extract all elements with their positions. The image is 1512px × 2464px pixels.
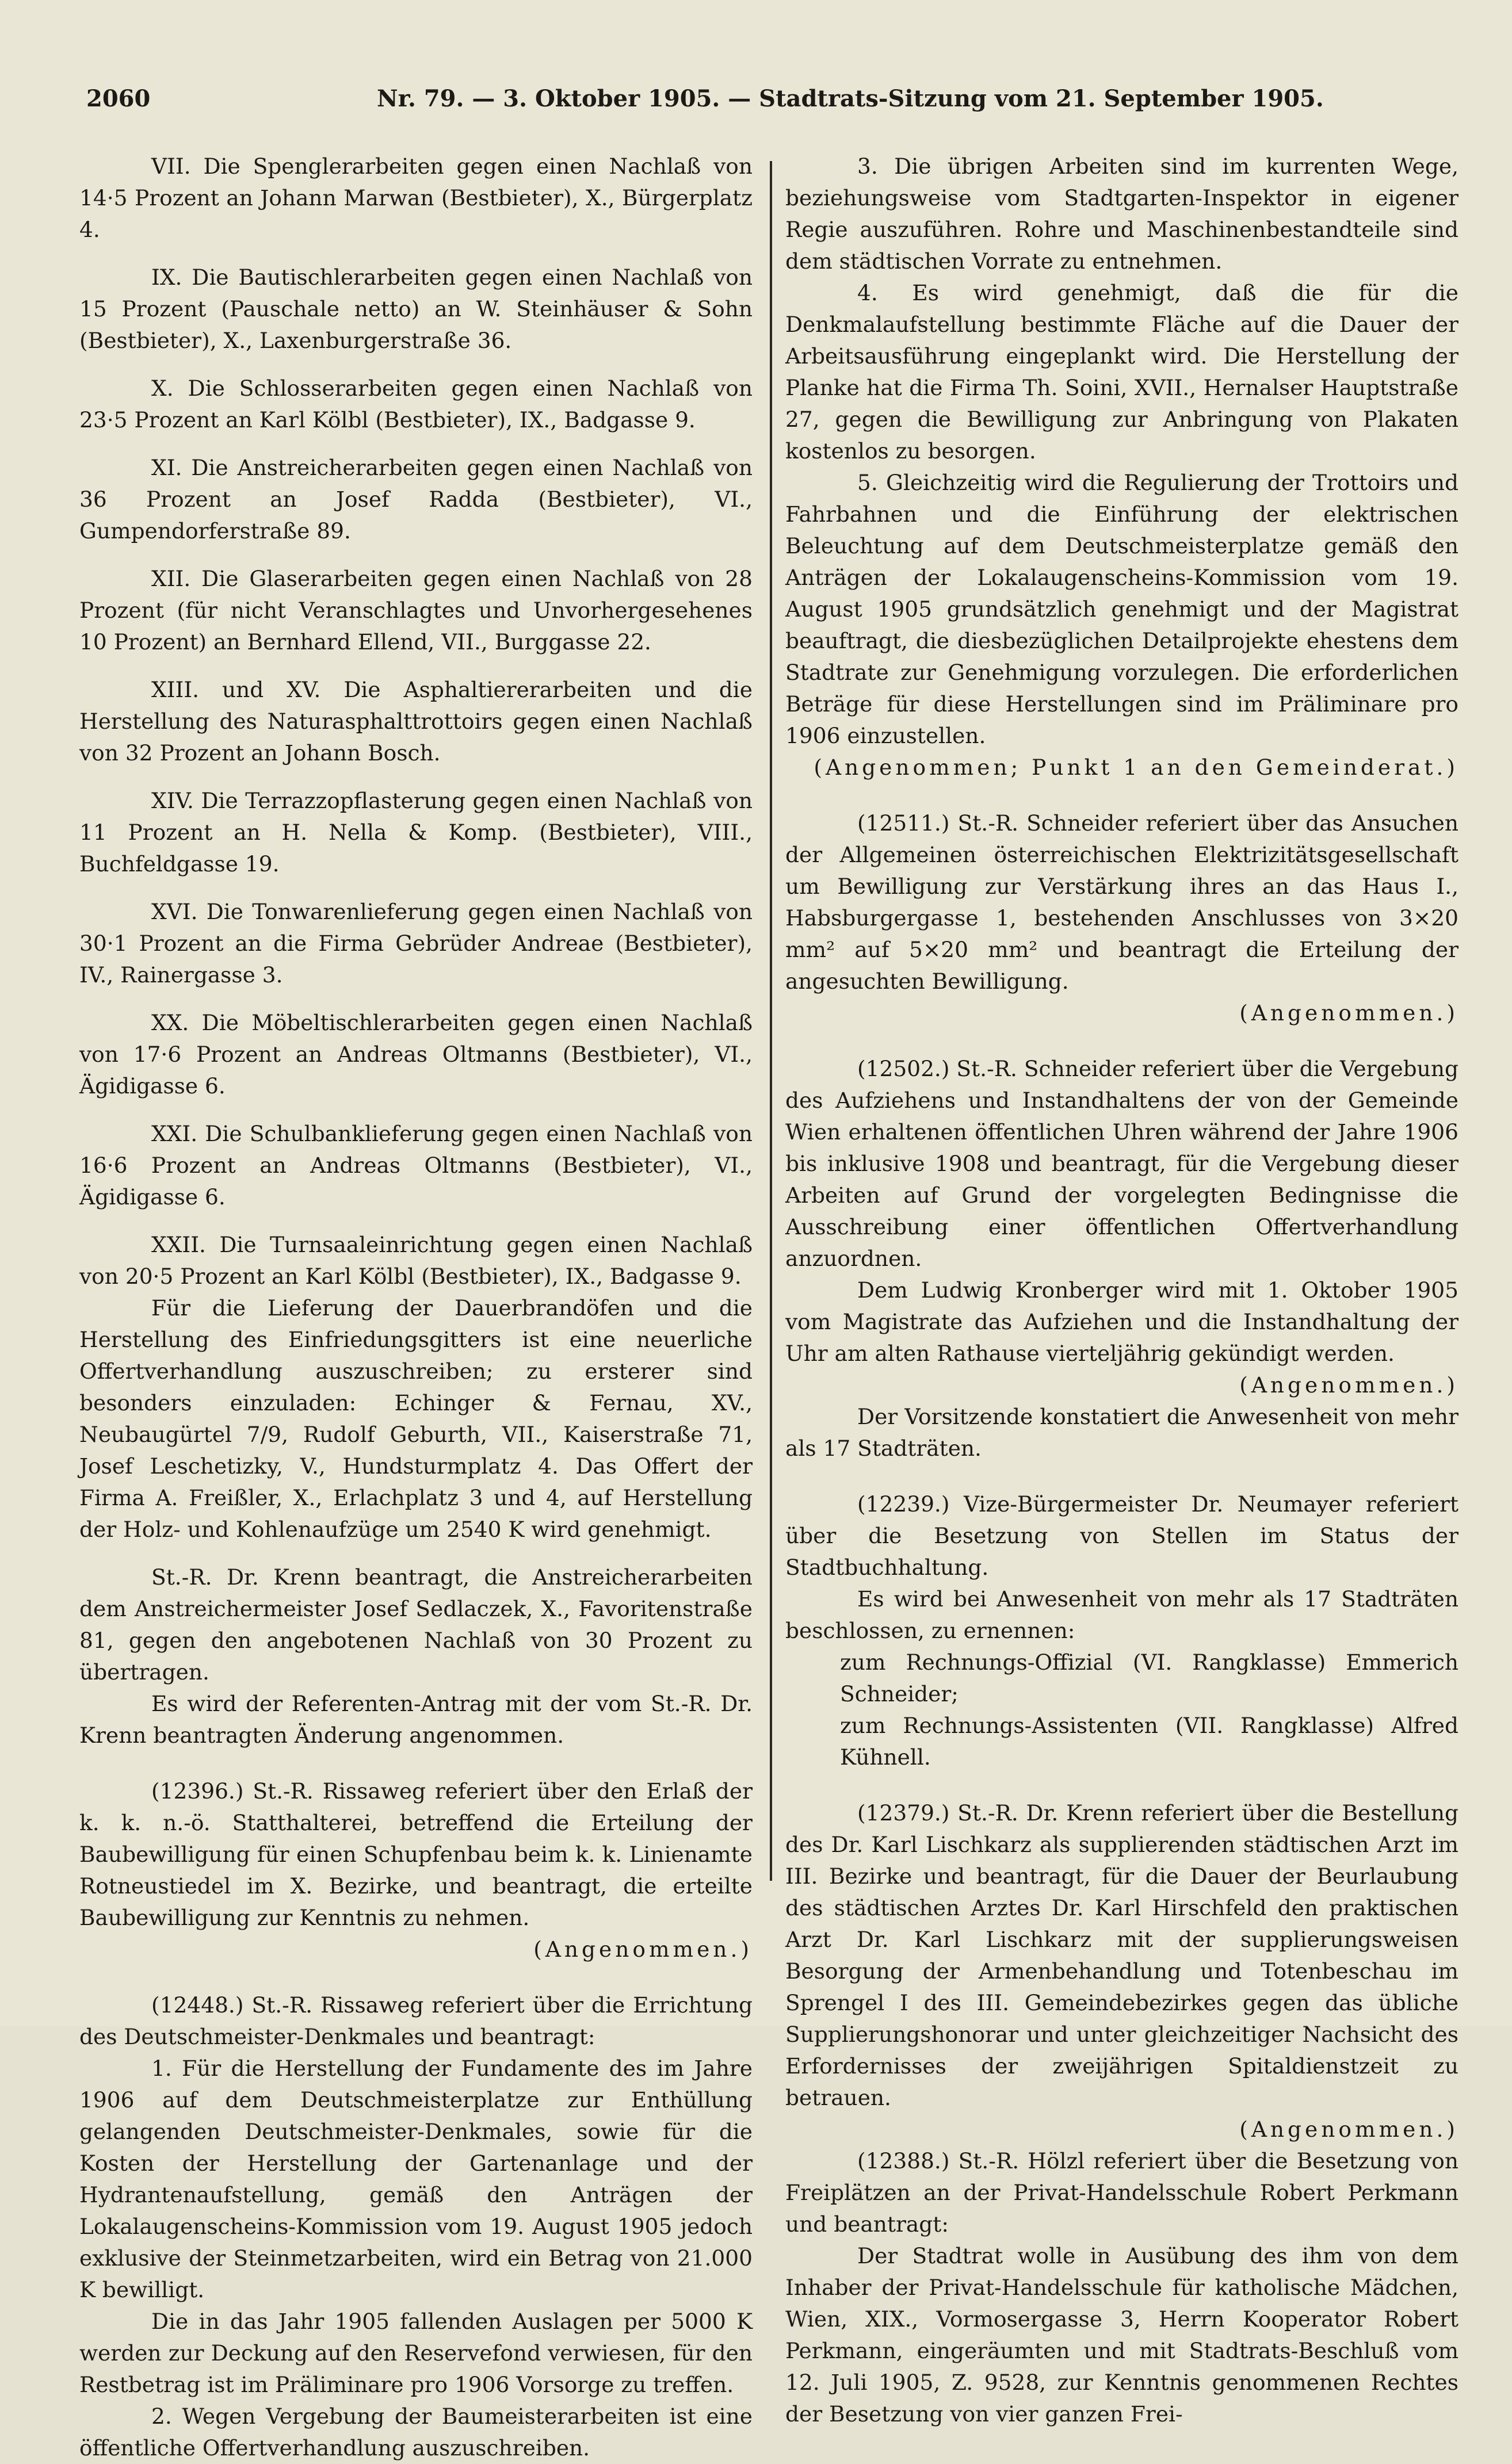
paragraph: XVI. Die Tonwarenlieferung gegen einen Nachlaß von 30·1 Prozent an die Firma Gebrüder Andreae (Bestbieter), IV., Rainergasse 3. [79, 899, 753, 988]
agenda-item-12239: (12239.) Vize-Bürgermeister Dr. Neumayer referiert über die Besetzung von Stellen im Status der Stadtbuchhaltung. [785, 1491, 1458, 1580]
paragraph: 4. Es wird genehmigt, daß die für die Denkmalaufstellung bestimmte Fläche auf die Dauer der Arbeitsausführung eingeplankt wird. Die Herstellung der Planke hat die Firma Th. Soini, XVII., Hernalser Hauptstraße 27, gegen die Bewilligung zur Anbringung von Plakaten kostenlos zu besorgen. [785, 280, 1458, 464]
page-title: Nr. 79. — 3. Oktober 1905. — Stadtrats-Sitzung vom 21. September 1905. [377, 85, 1324, 112]
resolution-note: (Angenommen.) [1239, 1000, 1458, 1026]
resolution-note: (Angenommen; Punkt 1 an den Gemeinderat.) [814, 755, 1458, 780]
page-header [86, 85, 1324, 125]
paragraph: St.-R. Dr. Krenn beantragt, die Anstreicherarbeiten dem Anstreichermeister Josef Sedlaczek, X., Favoritenstraße 81, gegen den angebotenen Nachlaß von 30 Prozent zu übertragen. [79, 1564, 753, 1685]
paragraph: Dem Ludwig Kronberger wird mit 1. Oktober 1905 vom Magistrate das Aufziehen und die Instandhaltung der Uhr am alten Rathause vierteljährig gekündigt werden. [785, 1277, 1458, 1366]
right-column [785, 151, 1458, 2430]
paragraph: Für die Lieferung der Dauerbrandöfen und die Herstellung des Einfriedungsgitters ist eine neuerliche Offertverhandlung auszuschreiben; zu ersterer sind besonders einzuladen: Echinger & Fernau, XV., Neubaugürtel 7/9, Rudolf Geburth, VII., Kaiserstraße 71, Josef Leschetizky, V., Hundsturmplatz 4. Das Offert der Firma A. Freißler, X., Erlachplatz 3 und 4, auf Herstellung der Holz- und Kohlenaufzüge um 2540 K wird genehmigt. [79, 1295, 753, 1542]
resolution-note: (Angenommen.) [533, 1937, 753, 1962]
paragraph: VII. Die Spenglerarbeiten gegen einen Nachlaß von 14·5 Prozent an Johann Marwan (Bestbieter), X., Bürgerplatz 4. [79, 154, 753, 242]
paragraph: XII. Die Glaserarbeiten gegen einen Nachlaß von 28 Prozent (für nicht Veranschlagtes und Unvorhergesehenes 10 Prozent) an Bernhard Ellend, VII., Burggasse 22. [79, 566, 753, 655]
paragraph: IX. Die Bautischlerarbeiten gegen einen Nachlaß von 15 Prozent (Pauschale netto) an W. Steinhäuser & Sohn (Bestbieter), X., Laxenburgerstraße 36. [79, 265, 753, 353]
paragraph: XX. Die Möbeltischlerarbeiten gegen einen Nachlaß von 17·6 Prozent an Andreas Oltmanns (Bestbieter), VI., Ägidigasse 6. [79, 1010, 753, 1099]
paragraph: Der Vorsitzende konstatiert die Anwesenheit von mehr als 17 Stadträten. [785, 1404, 1458, 1461]
appointment-line: zum Rechnungs-Offizial (VI. Rangklasse) Emmerich Schneider; [840, 1650, 1458, 1707]
agenda-item-12448: (12448.) St.-R. Rissaweg referiert über die Errichtung des Deutschmeister-Denkmales und beantragt: [79, 1992, 753, 2049]
paragraph: 2. Wegen Vergebung der Baumeisterarbeiten ist eine öffentliche Offertverhandlung auszuschreiben. [79, 2404, 753, 2461]
paragraph: Es wird der Referenten-Antrag mit der vom St.-R. Dr. Krenn beantragten Änderung angenommen. [79, 1691, 753, 1748]
agenda-item-12511: (12511.) St.-R. Schneider referiert über das Ansuchen der Allgemeinen österreichischen Elektrizitätsgesellschaft um Bewilligung zur Verstärkung ihres an das Haus I., Habsburgergasse 1, bestehenden Anschlusses von 3×20 mm² auf 5×20 mm² und beantragt die Erteilung der angesuchten Bewilligung. [785, 810, 1458, 994]
paragraph: XXI. Die Schulbanklieferung gegen einen Nachlaß von 16·6 Prozent an Andreas Oltmanns (Bestbieter), VI., Ägidigasse 6. [79, 1121, 753, 1210]
paragraph: Es wird bei Anwesenheit von mehr als 17 Stadträten beschlossen, zu ernennen: [785, 1586, 1458, 1643]
paragraph: Der Stadtrat wolle in Ausübung des ihm von dem Inhaber der Privat-Handelsschule für katholische Mädchen, Wien, XIX., Vormosergasse 3, Herrn Kooperator Robert Perkmann, eingeräumten und mit Stadtrats-Beschluß vom 12. Juli 1905, Z. 9528, zur Kenntnis genommenen Rechtes der Besetzung von vier ganzen Frei- [785, 2243, 1458, 2427]
paragraph: 3. Die übrigen Arbeiten sind im kurrenten Wege, beziehungsweise vom Stadtgarten-Inspektor in eigener Regie auszuführen. Rohre und Maschinenbestandteile sind dem städtischen Vorrate zu entnehmen. [785, 154, 1458, 274]
paragraph: XXII. Die Turnsaaleinrichtung gegen einen Nachlaß von 20·5 Prozent an Karl Kölbl (Bestbieter), IX., Badgasse 9. [79, 1232, 753, 1289]
paragraph: XI. Die Anstreicherarbeiten gegen einen Nachlaß von 36 Prozent an Josef Radda (Bestbieter), VI., Gumpendorferstraße 89. [79, 455, 753, 544]
left-column [79, 151, 753, 2464]
resolution-note: (Angenommen.) [1239, 2117, 1458, 2142]
agenda-item-12502: (12502.) St.-R. Schneider referiert über die Vergebung des Aufziehens und Instandhaltens der von der Gemeinde Wien erhaltenen öffentlichen Uhren während der Jahre 1906 bis inklusive 1908 und beantragt, für die Vergebung dieser Arbeiten auf Grund der vorgelegten Bedingnisse die Ausschreibung einer öffentlichen Offertverhandlung anzuordnen. [785, 1056, 1458, 1271]
paragraph: XIII. und XV. Die Asphaltiererarbeiten und die Herstellung des Naturasphalttrottoirs gegen einen Nachlaß von 32 Prozent an Johann Bosch. [79, 677, 753, 766]
paragraph: Die in das Jahr 1905 fallenden Auslagen per 5000 K werden zur Deckung auf den Reservefond verwiesen, für den Restbetrag ist im Präliminare pro 1906 Vorsorge zu treffen. [79, 2309, 753, 2397]
page-number: 2060 [86, 85, 151, 112]
agenda-item-12379: (12379.) St.-R. Dr. Krenn referiert über die Bestellung des Dr. Karl Lischkarz als supplierenden städtischen Arzt im III. Bezirke und beantragt, für die Dauer der Beurlaubung des städtischen Arztes Dr. Karl Hirschfeld den praktischen Arzt Dr. Karl Lischkarz mit der supplierungsweisen Besorgung der Armenbehandlung und Totenbeschau im Sprengel I des III. Gemeindebezirkes gegen das übliche Supplierungshonorar und unter gleichzeitiger Nachsicht des Erfordernisses der zweijährigen Spitaldienstzeit zu betrauen. [785, 1800, 1458, 2110]
agenda-item-12388: (12388.) St.-R. Hölzl referiert über die Besetzung von Freiplätzen an der Privat-Handelsschule Robert Perkmann und beantragt: [785, 2148, 1458, 2237]
agenda-item-12396: (12396.) St.-R. Rissaweg referiert über den Erlaß der k. k. n.-ö. Statthalterei, betreffend die Erteilung der Baubewilligung für einen Schupfenbau beim k. k. Linienamte Rotneustiedel im X. Bezirke, und beantragt, die erteilte Baubewilligung zur Kenntnis zu nehmen. [79, 1778, 753, 1930]
paragraph: X. Die Schlosserarbeiten gegen einen Nachlaß von 23·5 Prozent an Karl Kölbl (Bestbieter), IX., Badgasse 9. [79, 376, 753, 433]
paragraph: 1. Für die Herstellung der Fundamente des im Jahre 1906 auf dem Deutschmeisterplatze zur Enthüllung gelangenden Deutschmeister-Denkmales, sowie für die Kosten der Herstellung der Gartenanlage und der Hydrantenaufstellung, gemäß den Anträgen der Lokalaugenscheins-Kommission vom 19. August 1905 jedoch exklusive der Steinmetzarbeiten, wird ein Betrag von 21.000 K bewilligt. [79, 2056, 753, 2302]
appointment-line: zum Rechnungs-Assistenten (VII. Rangklasse) Alfred Kühnell. [840, 1713, 1458, 1770]
resolution-note: (Angenommen.) [1239, 1372, 1458, 1398]
column-divider [770, 161, 772, 1881]
paragraph: XIV. Die Terrazzopflasterung gegen einen Nachlaß von 11 Prozent an H. Nella & Komp. (Bestbieter), VIII., Buchfeldgasse 19. [79, 788, 753, 877]
paragraph: 5. Gleichzeitig wird die Regulierung der Trottoirs und Fahrbahnen und die Einführung der elektrischen Beleuchtung auf dem Deutschmeisterplatze gemäß den Anträgen der Lokalaugenscheins-Kommission vom 19. August 1905 grundsätzlich genehmigt und der Magistrat beauftragt, die diesbezüglichen Detailprojekte ehestens dem Stadtrate zur Genehmigung vorzulegen. Die erforderlichen Beträge für diese Herstellungen sind im Präliminare pro 1906 einzustellen. [785, 470, 1458, 748]
